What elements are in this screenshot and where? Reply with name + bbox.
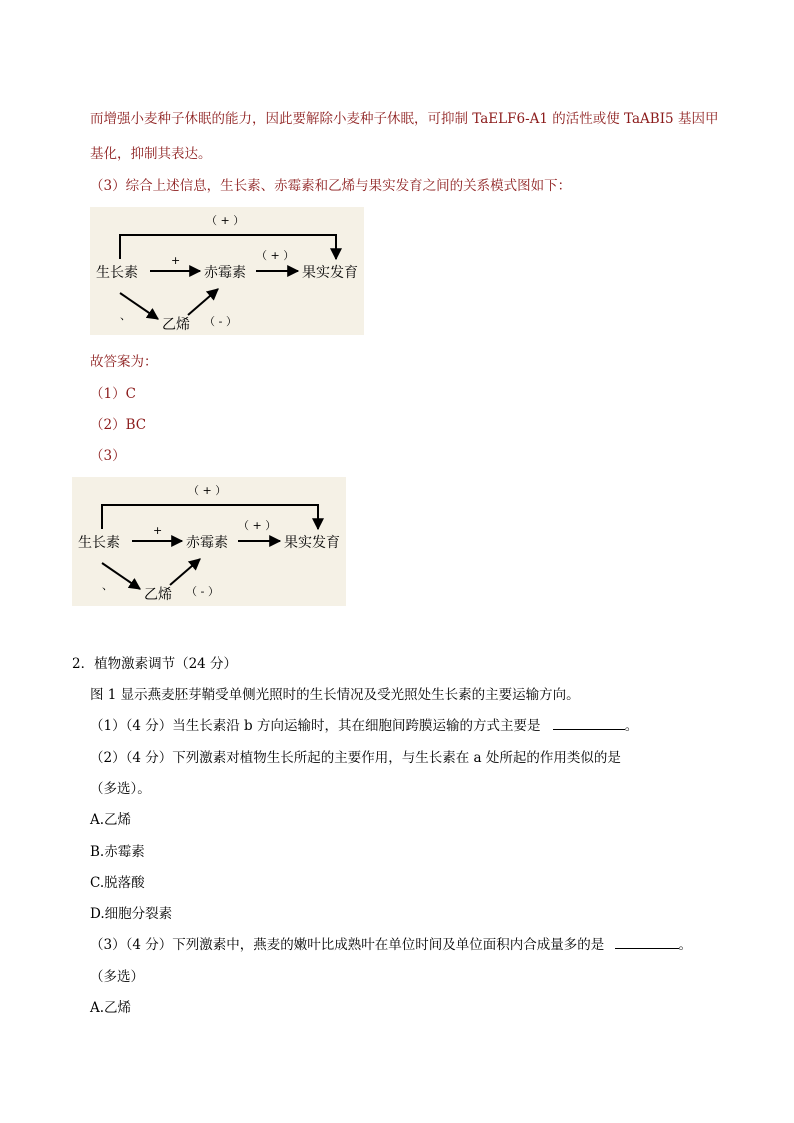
q1-end: 。 [624, 718, 639, 734]
question2-stem: 图 1 显示燕麦胚芽鞘受单侧光照时的生长情况及受光照处生长素的主要运输方向。 [90, 687, 580, 703]
question2-q3-line1 [90, 936, 692, 954]
node-auxin: 生长素 [96, 265, 138, 281]
label-ethylene-feedback: （ - ） [204, 315, 237, 328]
node-ethylene: 乙烯 [144, 587, 172, 603]
q1-answer-blank[interactable] [553, 717, 625, 730]
label-auxin-ethylene: 、 [102, 579, 113, 592]
question2-q1 [90, 717, 638, 735]
label-top: （ + ） [206, 214, 245, 227]
question2-title: 2．植物激素调节（24 分） [72, 656, 238, 672]
node-ethylene: 乙烯 [162, 317, 190, 333]
q2-option-c: C.脱落酸 [90, 875, 145, 891]
relationship-diagram-1 [90, 207, 364, 335]
question2-q2-line1: （2）（4 分）下列激素对植物生长所起的主要作用，与生长素在 a 处所起的作用类似的是 [90, 750, 621, 766]
answers-intro: 故答案为： [90, 354, 158, 370]
q3-text: （3）（4 分）下列激素中，燕麦的嫩叶比成熟叶在单位时间及单位面积内合成量多的是 [90, 937, 605, 953]
item3-intro: （3）综合上述信息，生长素、赤霉素和乙烯与果实发育之间的关系模式图如下： [90, 178, 572, 194]
q3-option-a: A.乙烯 [90, 1000, 132, 1016]
node-gibberellin: 赤霉素 [204, 265, 246, 281]
q2-option-a: A.乙烯 [90, 812, 132, 828]
q3-answer-blank[interactable] [615, 936, 679, 949]
label-ga-fruit: （ + ） [238, 519, 277, 532]
node-gibberellin: 赤霉素 [186, 535, 228, 551]
node-fruit: 果实发育 [284, 535, 340, 551]
q2-option-b: B.赤霉素 [90, 844, 145, 860]
question2-q2-line2: （多选）。 [90, 781, 151, 797]
node-fruit: 果实发育 [302, 265, 358, 281]
question2-q3-line2: （多选） [90, 969, 144, 985]
label-auxin-ga: + [171, 254, 181, 267]
node-auxin: 生长素 [78, 535, 120, 551]
paragraph-line-2: 基化，抑制其表达。 [90, 146, 212, 162]
answer-1: （1）C [90, 386, 136, 402]
answer-3: （3） [90, 448, 126, 464]
label-top: （ + ） [188, 484, 227, 497]
label-ethylene-feedback: （ - ） [186, 585, 219, 598]
relationship-diagram-svg [90, 207, 364, 335]
q3-end: 。 [678, 937, 693, 953]
answer-2: （2）BC [90, 417, 147, 433]
relationship-diagram-2 [72, 477, 346, 606]
label-ga-fruit: （ + ） [256, 249, 295, 262]
q2-option-d: D.细胞分裂素 [90, 906, 173, 922]
label-auxin-ethylene: 、 [120, 309, 131, 322]
q1-text: （1）（4 分）当生长素沿 b 方向运输时，其在细胞间跨膜运输的方式主要是 [90, 718, 541, 734]
label-auxin-ga: + [153, 524, 163, 537]
paragraph-line-1: 而增强小麦种子休眠的能力，因此要解除小麦种子休眠，可抑制 TaELF6-A1 的活性或使 TaABI5 基因甲 [90, 111, 719, 127]
relationship-diagram-svg [72, 477, 346, 606]
